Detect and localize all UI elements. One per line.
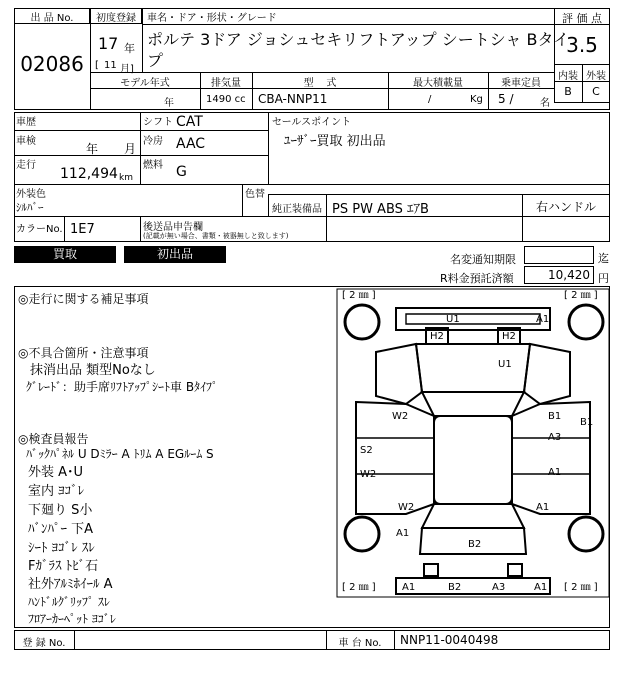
- model-value: CBA-NNP11: [258, 92, 328, 106]
- defects-title: ◎不具合箇所・注意事項: [18, 346, 149, 360]
- lot-label: 出 品 No.: [30, 13, 74, 24]
- mark-a1-left-rear: A1: [396, 528, 410, 539]
- exterior-color-label: 外装色: [16, 189, 46, 200]
- steering-value: 右ハンドル: [535, 200, 596, 214]
- year-unit: 年: [124, 42, 135, 55]
- equipment-label: 純正装備品: [272, 204, 322, 215]
- ac-value: AAC: [176, 136, 206, 152]
- tail-light-right: [508, 564, 522, 576]
- mark-b2-bottom: B2: [448, 582, 462, 593]
- tag-first-listing: 初出品: [124, 246, 226, 263]
- corner-label-bottom-left: [ 2 ㎜ ]: [342, 582, 376, 593]
- inspector-line: 室内 ﾖｺﾞﾚ: [28, 484, 85, 499]
- rating-label: 評 価 点: [562, 12, 602, 25]
- inspection-year: 年: [86, 142, 99, 156]
- sales-point-value: ﾕｰｻﾞｰ買取 初出品: [284, 134, 386, 149]
- capacity-value: 5 /: [498, 92, 514, 106]
- model-year-unit: 年: [164, 98, 174, 109]
- inspector-line: 下廻り S小: [28, 503, 93, 518]
- wheel-rear-left: [345, 517, 379, 551]
- car-outline-diagram: [336, 288, 610, 598]
- capacity-label: 乗車定員: [501, 78, 541, 89]
- running-notes-title: ◎走行に関する補足事項: [18, 292, 149, 306]
- wheel-rear-right: [569, 517, 603, 551]
- max-load-unit: Kg: [470, 94, 483, 105]
- inspector-title: ◎検査員報告: [18, 432, 89, 446]
- year-value: 17: [98, 34, 119, 53]
- reg-label: 登 録 No.: [22, 638, 66, 649]
- name-change-unit: 迄: [598, 252, 609, 265]
- wheel-front-left: [345, 305, 379, 339]
- exterior-label: 外装: [586, 71, 606, 82]
- mark-h2-left: H2: [430, 331, 444, 342]
- mark-a1-right-rear: A1: [536, 502, 550, 513]
- mark-w2-left-mid: W2: [360, 469, 377, 480]
- equipment-value: PS PW ABS ｴｱB: [332, 202, 429, 217]
- mark-a3-right: A3: [548, 432, 562, 443]
- lot-number: 02086: [20, 52, 84, 76]
- fuel-value: G: [176, 164, 187, 180]
- mileage-value: 112,494: [60, 166, 118, 182]
- inspector-line: Fｶﾞﾗｽ ﾄﾋﾞ石: [28, 559, 99, 574]
- inspector-line: ﾌﾛｱｰｶｰﾍﾟｯﾄ ﾖｺﾞﾚ: [28, 612, 116, 626]
- inspector-line: 外装 A･U: [28, 465, 84, 480]
- chassis-label: 車 台 No.: [338, 638, 382, 649]
- mark-w2-left-front: W2: [392, 411, 409, 422]
- shift-value: CAT: [176, 114, 203, 130]
- color-no-value: 1E7: [70, 222, 95, 237]
- mark-a3-bottom: A3: [492, 582, 506, 593]
- mark-b1-right: B1: [548, 411, 562, 422]
- exterior-value: C: [592, 85, 600, 98]
- hood: [416, 344, 530, 392]
- mark-w2-left-rear: W2: [398, 502, 415, 513]
- tail-light-left: [424, 564, 438, 576]
- footer-frame: [14, 630, 610, 650]
- mark-u1-top: U1: [446, 314, 460, 325]
- mileage-label: 走行: [16, 160, 36, 171]
- inspector-line: ｼｰﾄ ﾖｺﾞﾚ ｽﾚ: [28, 541, 95, 556]
- defect-line: ｸﾞﾚｰﾄﾞ：助手席ﾘﾌﾄｱｯﾌﾟｼｰﾄ車 Bﾀｲﾌﾟ: [26, 380, 219, 394]
- inspector-line: ﾊﾝﾄﾞﾙｸﾞﾘｯﾌﾟ ｽﾚ: [28, 595, 110, 609]
- capacity-unit: 名: [540, 98, 550, 109]
- recycle-label: R料金預託済額: [440, 272, 514, 285]
- roof: [434, 416, 512, 504]
- fuel-label: 燃料: [143, 160, 163, 171]
- inspector-line: ﾊﾞｯｸﾊﾟﾈﾙ U Dﾐﾗｰ A ﾄﾘﾑ A EGﾙｰﾑ S: [26, 447, 214, 461]
- displacement-value: 1490 cc: [206, 94, 246, 105]
- aftermarket-label: 後送品申告欄: [143, 222, 203, 233]
- month-unit: 月]: [120, 64, 134, 75]
- history-label: 車歴: [16, 117, 36, 128]
- month-value: 11: [104, 60, 117, 71]
- wheel-front-right: [569, 305, 603, 339]
- corner-label-top-left: [ 2 ㎜ ]: [342, 290, 376, 301]
- defect-line: 抹消出品 類型Noなし: [30, 363, 156, 378]
- ac-label: 冷房: [143, 136, 163, 147]
- interior-value: B: [564, 85, 572, 98]
- first-reg-label: 初度登録: [96, 13, 136, 24]
- max-load-label: 最大積載量: [413, 78, 463, 89]
- mileage-unit: km: [119, 173, 133, 183]
- fender-front-left: [376, 344, 422, 404]
- mark-a1-bottom-right: A1: [534, 582, 548, 593]
- displacement-label: 排気量: [211, 78, 241, 89]
- sales-point-label: セールスポイント: [272, 117, 352, 128]
- mark-b2-rear: B2: [468, 539, 482, 550]
- month-open: [: [95, 60, 99, 71]
- inspector-line: 社外ｱﾙﾐﾎｲｰﾙ A: [28, 577, 113, 592]
- shift-label: シフト: [143, 117, 173, 128]
- mark-a1-right-mid: A1: [548, 467, 562, 478]
- color-change-label: 色替: [245, 189, 265, 200]
- name-change-label: 名変通知期限: [450, 253, 516, 266]
- corner-label-top-right: [ 2 ㎜ ]: [564, 290, 598, 301]
- rating-value: 3.5: [566, 33, 598, 57]
- rear-bumper: [396, 578, 550, 594]
- interior-label: 内装: [558, 71, 578, 82]
- windshield: [422, 392, 524, 416]
- exterior-color-value: ｼﾙﾊﾞｰ: [16, 201, 44, 214]
- mark-u1-hood: U1: [498, 359, 512, 370]
- inspection-month: 月: [124, 142, 137, 156]
- recycle-value: 10,420: [548, 268, 590, 282]
- front-bumper: [396, 308, 550, 330]
- mark-b1-far: B1: [580, 417, 594, 428]
- chassis-value: NNP11-0040498: [400, 633, 499, 647]
- car-name-label: 車名・ドア・形状・グレード: [147, 13, 277, 24]
- mark-s2-left: S2: [360, 445, 373, 456]
- aftermarket-note: (記載が無い場合、書類・被器無しと致します): [143, 232, 289, 240]
- corner-label-bottom-right: [ 2 ㎜ ]: [564, 582, 598, 593]
- inspection-label: 車検: [16, 136, 36, 147]
- model-year-label: モデル年式: [120, 78, 170, 89]
- recycle-unit: 円: [598, 272, 609, 285]
- mark-a1-bottom-left: A1: [402, 582, 416, 593]
- car-name-line1: ポルテ 3ドア ジョシュセキリフトアップ シートシャ Bタイ: [147, 30, 570, 49]
- model-label: 型 式: [303, 78, 337, 89]
- inspector-line: ﾊﾞﾝﾊﾟｰ 下A: [28, 522, 94, 537]
- mark-a1-top: A1: [536, 314, 550, 325]
- max-load-slash: /: [428, 94, 432, 105]
- name-change-box: [524, 246, 594, 264]
- fender-front-right: [524, 344, 570, 404]
- tag-buyback: 買取: [14, 246, 116, 263]
- car-name-line2: プ: [147, 51, 164, 70]
- rear-window: [422, 504, 524, 528]
- mark-h2-right: H2: [502, 331, 516, 342]
- damage-diagram: [336, 288, 610, 598]
- color-no-label: カラーNo.: [16, 224, 63, 235]
